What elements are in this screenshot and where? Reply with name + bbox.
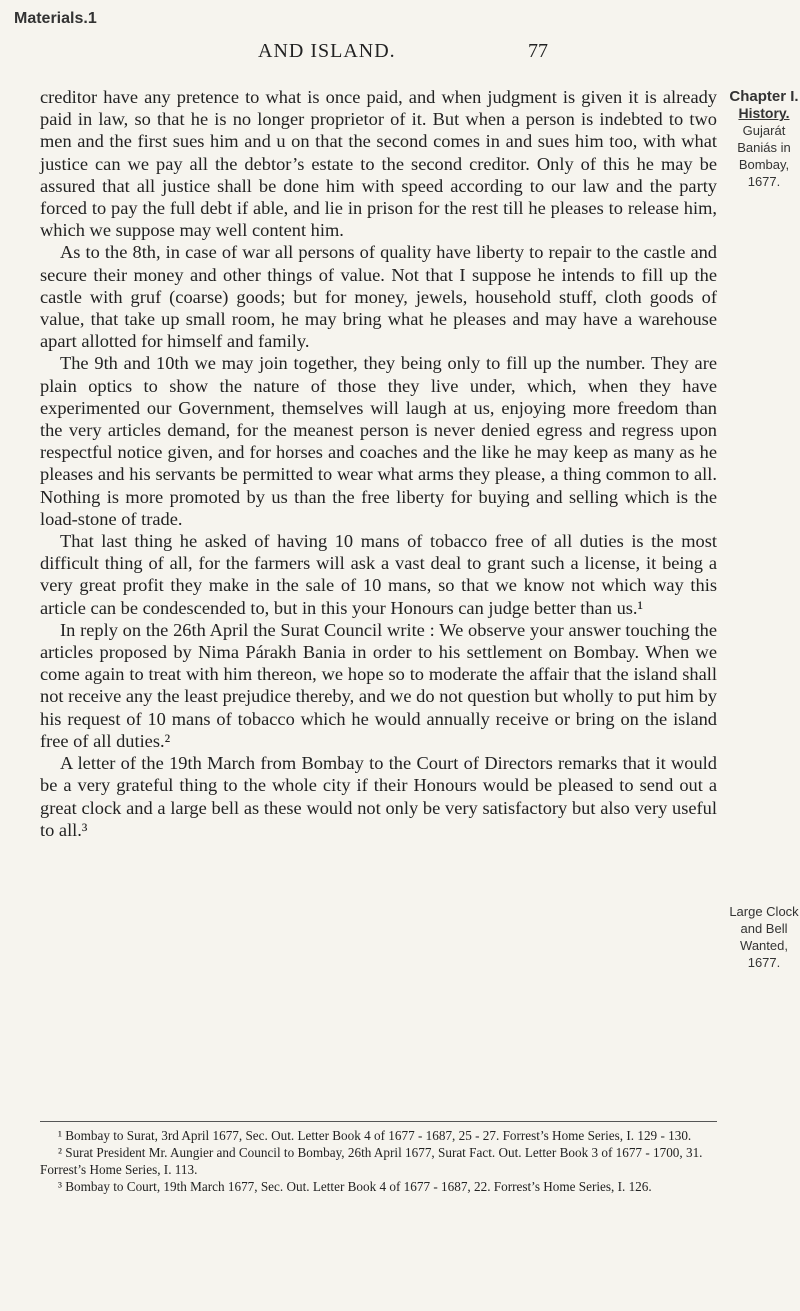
footnote-1: ¹ Bombay to Surat, 3rd April 1677, Sec. Out. Letter Book 4 of 1677 - 1687, 25 - 27. Forrest’s Home Series, I. 129 - 130. [58,1128,692,1143]
gujarat-banias-note: Gujarát Baniás in Bombay, 1677. [737,123,791,189]
sidenote-clock [724,903,800,971]
running-title: AND ISLAND. [258,40,396,62]
materials-label: Materials.1 [14,10,97,27]
chapter-label: Chapter I. [729,88,799,105]
paragraph-6: A letter of the 19th March from Bombay to the Court of Directors remarks that it would be a very grateful thing to the whole city if their Honours would be pleased to send out a great clock and a large bell as these would not only be very satisfactory but also very useful to all.³ [40,753,717,840]
footnote-3: ³ Bombay to Court, 19th March 1677, Sec. Out. Letter Book 4 of 1677 - 1687, 22. Forrest’s Home Series, I. 126. [58,1179,652,1194]
paragraph-1: creditor have any pretence to what is once paid, and when judgment is given it is already paid in law, so that he is no longer proprietor of it. But when a person is indebted to two men and the first sues him and u on that the second comes in and sues him too, with what justice can we pay all the debtor’s estate to the second creditor. Only of this he may be assured that all justice shall be done him with speed according to our law and the party forced to pay the full debt if able, and lie in prison for the rest till he pleases to release him, which we suppose may well content him. [40,87,717,241]
paragraph-5: In reply on the 26th April the Surat Council write : We observe your answer touching the articles proposed by Nima Párakh Bania in order to his settlement on Bombay. When we come again to treat with him thereon, we hope so to moderate the affair that the island shall not receive any the least prejudice thereby, and we do not question but wholly to put him by his request of 10 mans of tobacco which he would annually receive or bring on the island free of all duties.² [40,619,717,751]
paragraph-3: The 9th and 10th we may join together, they being only to fill up the number. They are plain optics to show the nature of those they live under, which, when they have experimented our Government, themselves will laugh at us, enjoying more freedom than the very articles demand, for the meanest person is never denied egress and regress upon respectful notice given, and for horses and coaches and the like he may keep as many as he pleases and his servants be permitted to wear what arms they please, a thing common to all. Nothing is more promoted by us than the free liberty for buying and selling which is the load-stone of trade. [40,353,717,529]
paragraph-4: That last thing he asked of having 10 mans of tobacco free of all duties is the most difficult thing of all, for the farmers will ask a vast deal to grant such a license, it being a very great profit they make in the sale of 10 mans, so that we know not which way this article can be condescended to, but in this your Honours can judge better than us.¹ [40,531,717,618]
footnote-2: ² Surat President Mr. Aungier and Council to Bombay, 26th April 1677, Surat Fact. Out. Letter Book 3 of 1677 - 1700, 31. Forrest’s Home Series, I. 113. [40,1145,703,1177]
footnote-rule [40,1121,717,1122]
history-label: History. [738,105,790,121]
footnotes [40,1127,717,1195]
paragraph-2: As to the 8th, in case of war all persons of quality have liberty to repair to the castle and secure their money and other things of value. Not that I suppose he intends to fill up the castle with gruf (coarse) goods; but for money, jewels, household stuff, cloth goods of value, that take up small room, he may bring what he pleases and may have a warehouse apart allotted for himself and family. [40,242,717,352]
body-text [40,86,717,841]
sidenote-chapter [724,88,800,190]
page-number: 77 [528,40,548,62]
clock-bell-note: Large Clock and Bell Wanted, 1677. [729,904,799,970]
